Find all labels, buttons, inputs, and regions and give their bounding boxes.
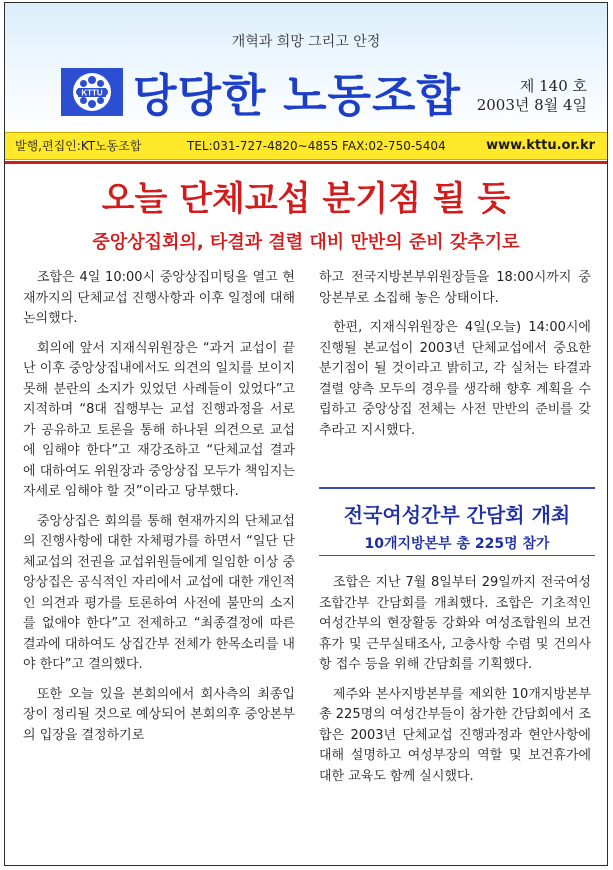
publisher: 발행,편집인:KT노동조합	[15, 139, 142, 153]
header-divider	[5, 161, 607, 164]
paragraph: 또한 오늘 있을 본회의에서 회사측의 최종입장이 정리될 것으로 예상되어 본회의후 중앙본부의 입장을 결정하기로	[23, 686, 295, 743]
paragraph: 회의에 앞서 지재식위원장은 “과거 교섭이 끝난 이후 중앙상집내에서도 의견의 일치를 보이지 못해 분란의 소지가 있었던 사례들이 있었다”고 지적하며 “8대 집행부는 교섭 진행과정을 서로가 공유하고 토론을 통해 하나된 의견으로 교섭에 임해야 한다”고 재강조하고 “단체교섭 결과에 대하여도 위원장과 중앙상집 모두가 책임지는 자세로 임해야 할 것”이라고 당부했다.	[23, 340, 295, 499]
issue-number: 제 140 호	[519, 77, 587, 95]
paragraph: 한편, 지재식위원장은 4일(오늘) 14:00시에 진행될 본교섭이 2003년 단체교섭에서 중요한 분기점이 될 것이라고 밝히고, 각 실처는 타결과 결렬 양측 모두의 경우를 생각해 향후 계획을 수립하고 중앙상집 전체는 사전 만반의 준비를 갖추라고 지시했다.	[319, 320, 591, 438]
paragraph-continued: 하고 전국지방본부위원장들을 18:00시까지 중앙본부로 소집해 놓은 상태이다.	[319, 270, 591, 306]
issue-date: 2003년 8월 4일	[476, 96, 587, 114]
sidebar-article-header	[319, 487, 595, 557]
paragraph: 조합은 4일 10:00시 중앙상집미팅을 열고 현재까지의 단체교섭 진행사항과 이후 일정에 대해 논의했다.	[23, 270, 295, 326]
paragraph: 조합은 지난 7월 8일부터 29일까지 전국여성조합간부 간담회를 개최했다. 조합은 기초적인 여성간부의 현장활동 강화와 여성조합원의 보건휴가 및 근무실태조사, 고충사항 수렴 및 건의사항 접수 등을 위해 간담회를 기획했다.	[319, 575, 591, 672]
sidebar-article-body	[319, 573, 591, 796]
sidebar-article-title: 전국여성간부 간담회 개최	[343, 503, 571, 527]
kttu-logo	[61, 68, 123, 116]
newsletter-title: 당당한 노동조합	[133, 69, 461, 122]
newsletter-page	[4, 2, 608, 866]
box-top-rule	[319, 487, 595, 489]
logo-text: KTTU	[81, 88, 103, 98]
slogan: 개혁과 희망 그리고 안정	[231, 34, 381, 50]
sidebar-article-subtitle: 10개지방본부 총 225명 참가	[364, 536, 550, 552]
contact-numbers: TEL:031-727-4820~4855 FAX:02-750-5404	[187, 139, 446, 153]
sub-headline: 중앙상집회의, 타결과 결렬 대비 만반의 준비 갖추기로	[92, 232, 520, 253]
paragraph: 중앙상집은 회의를 통해 현재까지의 단체교섭의 진행사항에 대한 자체평가를 하면서 “일단 단체교섭의 전권을 교섭위원들에게 일임한 이상 중앙상집은 공식적인 자리에서 교섭에 대한 개인적인 의견과 평가를 토론하여 사전에 불만의 소지를 없애야 한다”고 전제하고 “최종결정에 따른 결과에 대하여도 상집간부 전체가 한목소리를 내야 한다”고 결의했다.	[23, 513, 295, 672]
masthead	[5, 3, 607, 133]
website-link[interactable]: www.kttu.or.kr	[486, 138, 595, 153]
box-bottom-rule	[319, 555, 595, 556]
article-right-column	[319, 268, 591, 450]
issue-info	[477, 77, 587, 115]
main-headline: 오늘 단체교섭 분기점 될 듯	[101, 179, 511, 219]
article-left-column	[23, 268, 295, 755]
publisher-bar	[5, 132, 607, 160]
paragraph: 제주와 본사지방본부를 제외한 10개지방본부 총 225명의 여성간부들이 참가한 간담회에서 조합은 2003년 단체교섭 진행과정과 현안사항에 대해 설명하고 여성부장의 역할 및 보건휴가에 대한 교육도 함께 실시했다.	[319, 686, 591, 784]
